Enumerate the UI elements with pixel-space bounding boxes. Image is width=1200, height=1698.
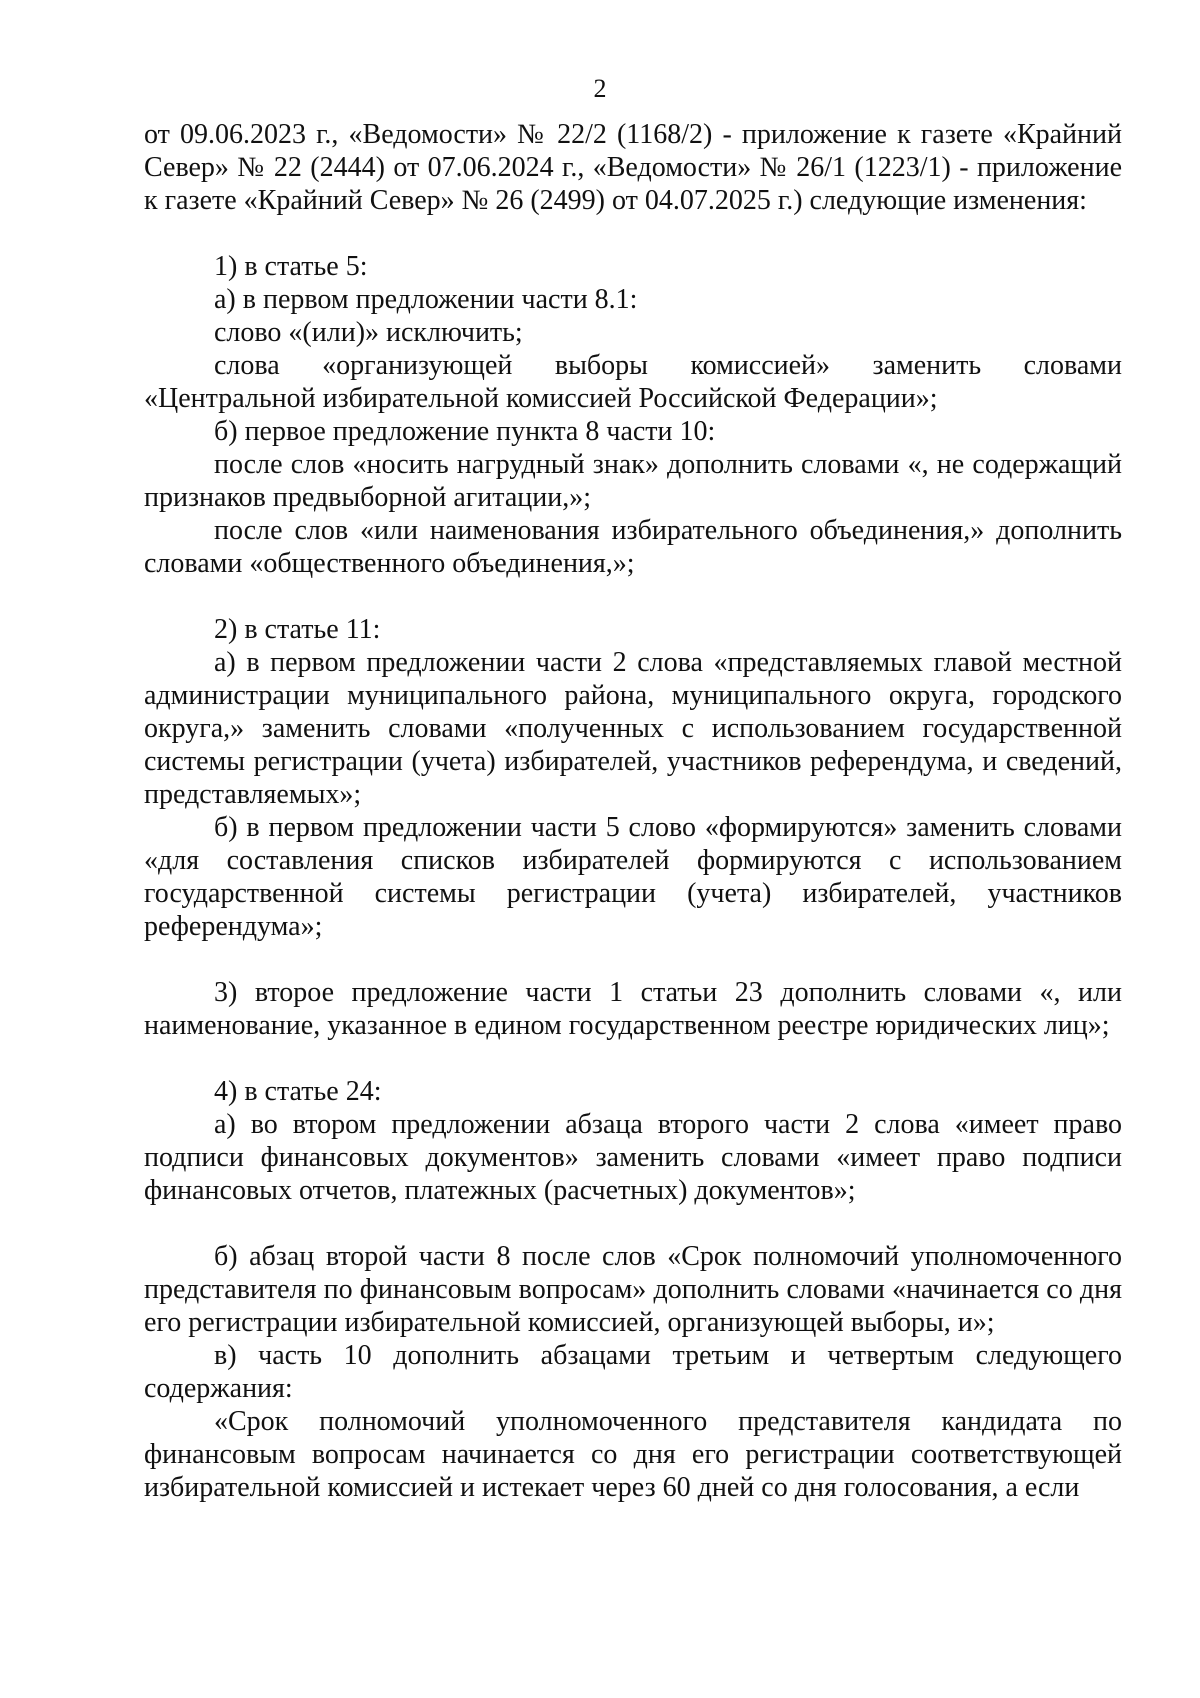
paragraph-item-1b: б) первое предложение пункта 8 части 10:: [214, 416, 716, 447]
paragraph-item-4a: а) во втором предложении абзаца второго части 2 слова «имеет право подписи финансовых документов» заменить словами «имеет право подписи финансовых отчетов, платежных (расчетных) документов»;: [144, 1109, 1122, 1206]
paragraph-gap: [144, 943, 1122, 976]
paragraph-item-1a: а) в первом предложении части 8.1:: [214, 284, 638, 315]
paragraph-item-4v: в) часть 10 дополнить абзацами третьим и четвертым следующего содержания:: [144, 1340, 1122, 1404]
paragraph-item-1b-second: после слов «или наименования избирательного объединения,» дополнить словами «общественного объединения,»;: [144, 515, 1122, 579]
paragraph-item-1: 1) в статье 5:: [214, 251, 368, 282]
paragraph-item-1a-word: слово «(или)» исключить;: [214, 317, 523, 348]
paragraph-gap: [144, 1207, 1122, 1240]
paragraph-intro: от 09.06.2023 г., «Ведомости» № 22/2 (1168/2) - приложение к газете «Крайний Север» № 22 (2444) от 07.06.2024 г., «Ведомости» № 26/1 (1223/1) - приложение к газете «Крайний Север» № 26 (2499) от 04.07.2025 г.) следующие изменения:: [144, 119, 1122, 216]
paragraph-item-3: 3) второе предложение части 1 статьи 23 дополнить словами «, или наименование, указанное в едином государственном реестре юридических лиц»;: [144, 977, 1122, 1041]
paragraph-item-1a-words: слова «организующей выборы комиссией» заменить словами «Центральной избирательной комиссией Российской Федерации»;: [144, 350, 1122, 414]
paragraph-gap: [144, 1042, 1122, 1075]
paragraph-item-1b-first: после слов «носить нагрудный знак» дополнить словами «, не содержащий признаков предвыборной агитации,»;: [144, 449, 1122, 513]
paragraph-gap: [144, 580, 1122, 613]
paragraph-item-4b: б) абзац второй части 8 после слов «Срок полномочий уполномоченного представителя по финансовым вопросам» дополнить словами «начинается со дня его регистрации избирательной комиссией, организующей выборы, и»;: [144, 1241, 1122, 1338]
paragraph-item-2b: б) в первом предложении части 5 слово «формируются» заменить словами «для составления списков избирателей формируются с использованием государственной системы регистрации (учета) избирателей, участников референдума»;: [144, 812, 1122, 942]
document-body: [144, 118, 1122, 1504]
paragraph-quote-start: «Срок полномочий уполномоченного представителя кандидата по финансовым вопросам начинается со дня его регистрации соответствующей избирательной комиссией и истекает через 60 дней со дня голосования, а если: [144, 1406, 1122, 1503]
paragraph-item-4: 4) в статье 24:: [214, 1076, 382, 1107]
paragraph-item-2a: а) в первом предложении части 2 слова «представляемых главой местной администрации муниципального района, муниципального округа, городского округа,» заменить словами «полученных с использованием государственной системы регистрации (учета) избирателей, участников референдума, и сведений, представляемых»;: [144, 647, 1122, 810]
page-number: 2: [593, 74, 607, 103]
paragraph-gap: [144, 217, 1122, 250]
paragraph-item-2: 2) в статье 11:: [214, 614, 381, 645]
